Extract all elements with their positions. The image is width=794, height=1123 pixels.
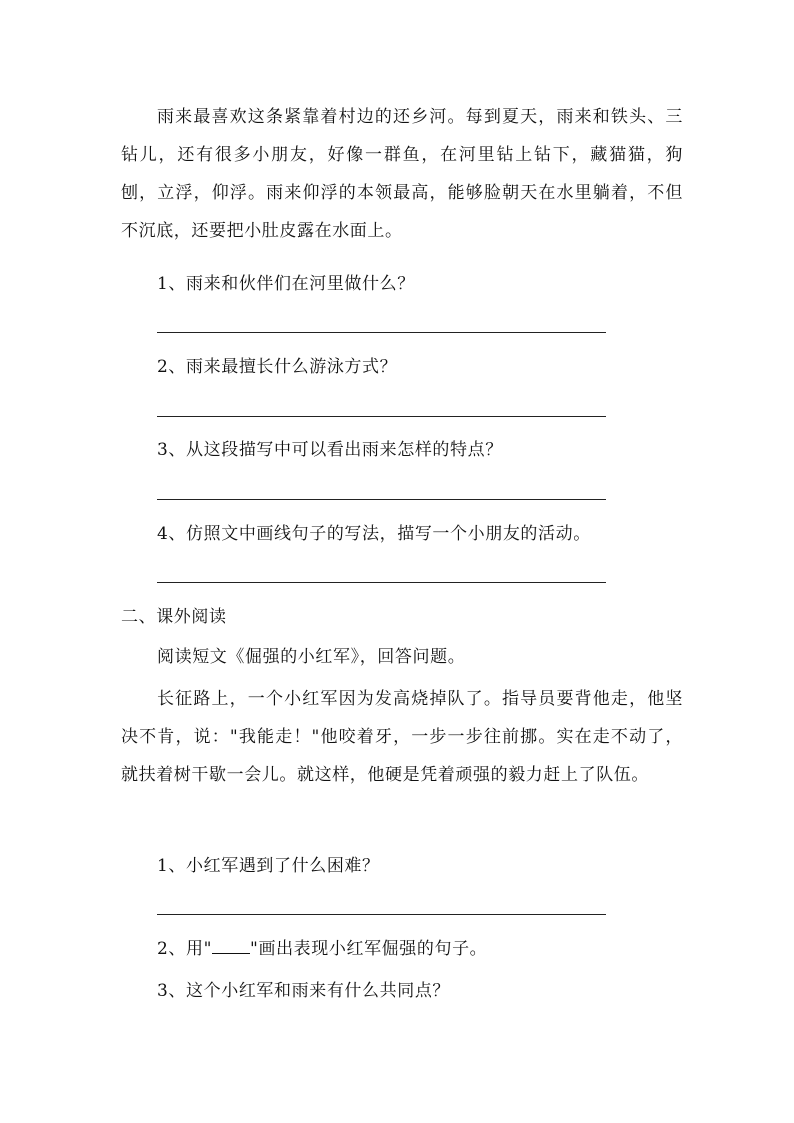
reading-instruction: 阅读短文《倔强的小红军》，回答问题。	[157, 647, 466, 667]
question-2-1: 1、小红军遇到了什么困难？	[157, 856, 380, 876]
question-2-3: 3、这个小红军和雨来有什么共同点？	[157, 981, 451, 1001]
answer-line-2-1[interactable]	[157, 914, 606, 915]
question-1-2: 2、雨来最擅长什么游泳方式？	[157, 357, 398, 377]
question-2-2-suffix: "画出表现小红军倔强的句子。	[250, 939, 488, 959]
answer-line-1-4[interactable]	[157, 582, 606, 583]
passage-little-red-army: 长征路上，一个小红军因为发高烧掉队了。指导员要背他走，他坚决不肯，说："我能走！"他咬着牙，一步一步往前挪。实在走不动了，就扶着树干歇一会儿。就这样，他硬是凭着顽强的毅力赶上了队伍。	[121, 689, 683, 785]
section-title-extracurricular: 二、课外阅读	[121, 607, 227, 627]
passage-yulai: 雨来最喜欢这条紧靠着村边的还乡河。每到夏天，雨来和铁头、三钻儿，还有很多小朋友，好像一群鱼，在河里钻上钻下，藏猫猫，狗刨，立浮，仰浮。雨来仰浮的本领最高，能够脸朝天在水里躺着，不但不沉底，还要把小肚皮露在水面上。	[121, 107, 683, 241]
question-2-2	[157, 937, 487, 961]
question-1-4: 4、仿照文中画线句子的写法，描写一个小朋友的活动。	[157, 524, 591, 544]
answer-line-1-2[interactable]	[157, 416, 606, 417]
answer-line-1-3[interactable]	[157, 499, 606, 500]
answer-line-1-1[interactable]	[157, 332, 606, 333]
question-2-2-prefix: 2、用"	[157, 939, 213, 959]
question-1-1: 1、雨来和伙伴们在河里做什么？	[157, 274, 415, 294]
question-1-3: 3、从这段描写中可以看出雨来怎样的特点？	[157, 440, 503, 460]
underline-blank	[212, 937, 250, 954]
